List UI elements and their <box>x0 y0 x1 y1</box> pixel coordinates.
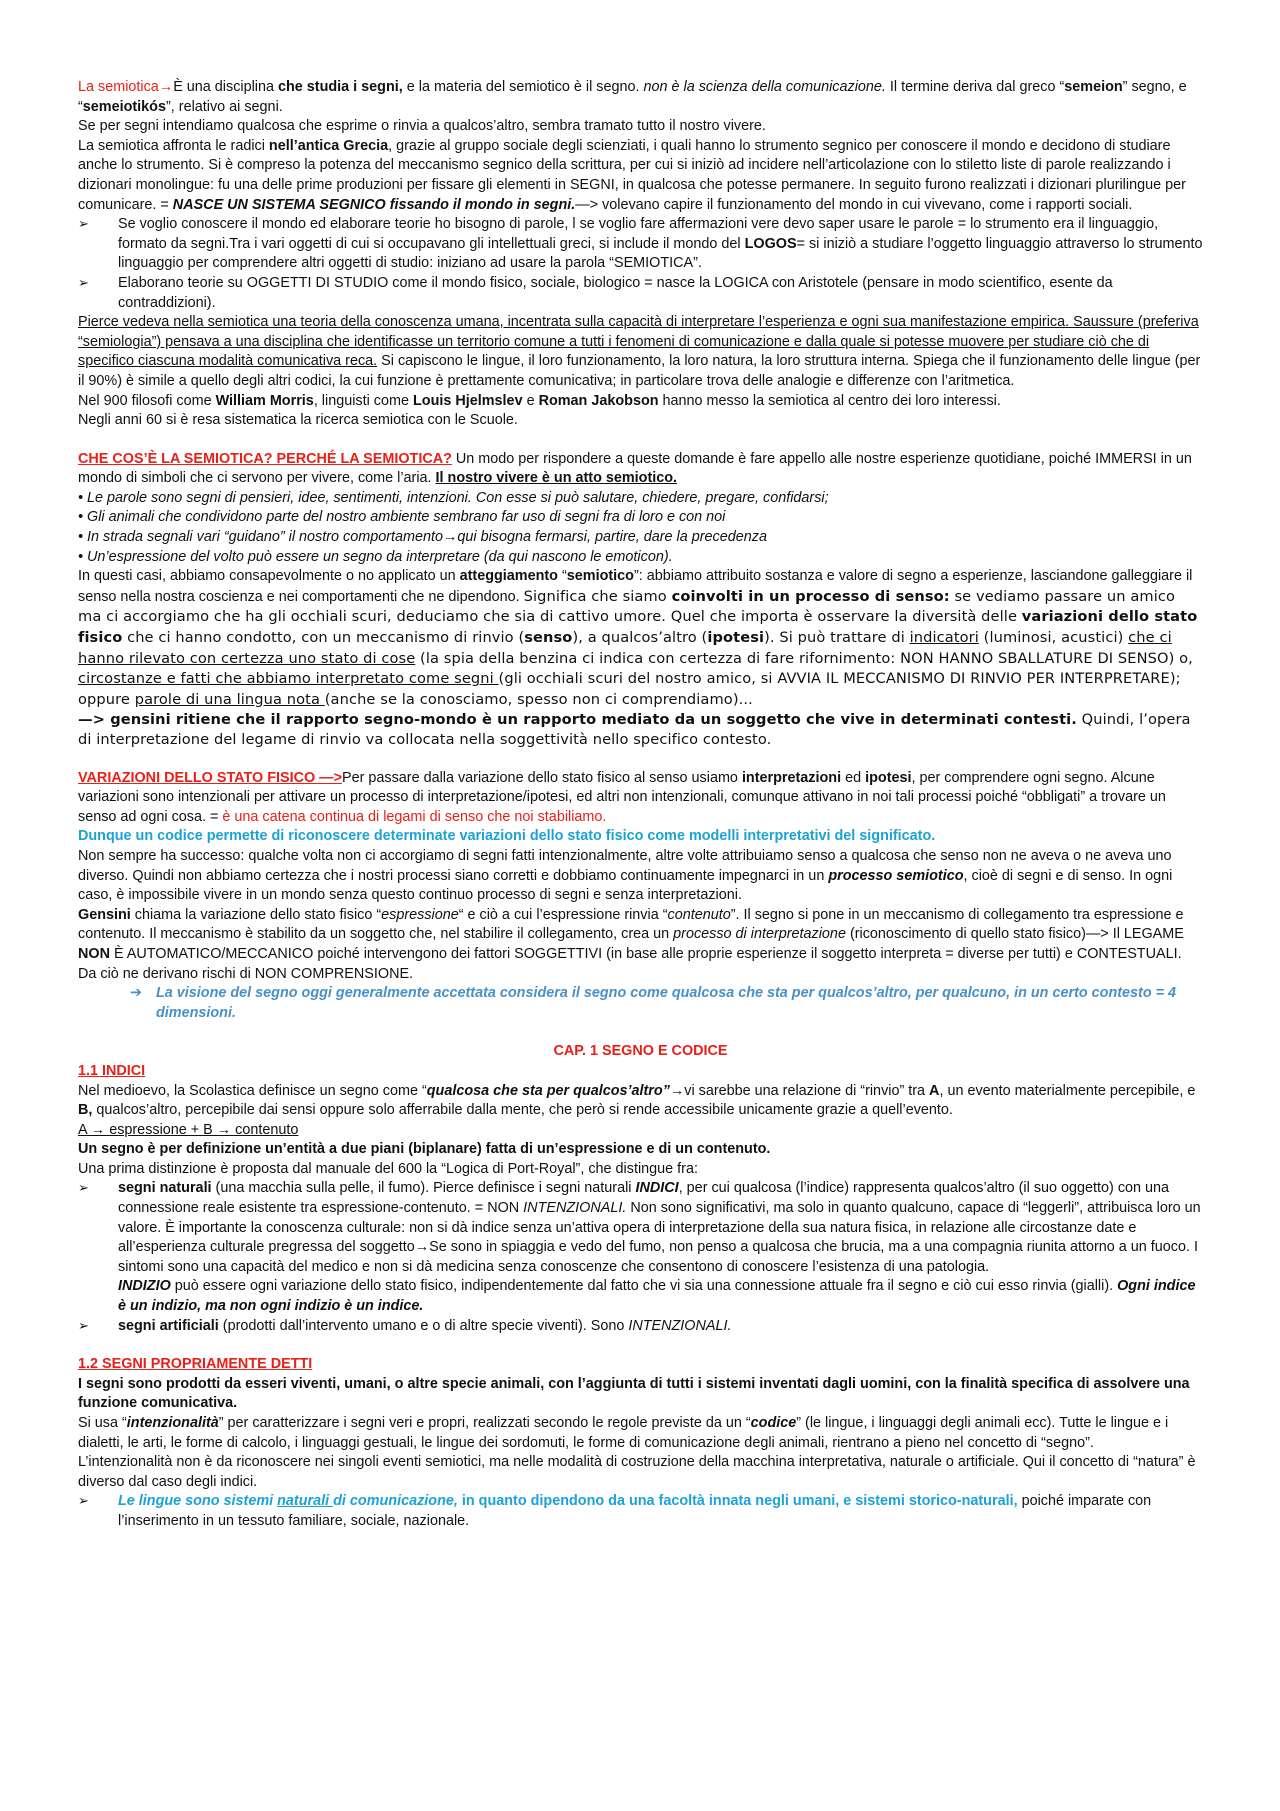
example-item: • In strada segnali vari “guidano” il nostro comportamento→qui bisogna fermarsi, partire, dare la precedenza <box>78 529 767 546</box>
intro-paragraph: La semiotica→È una disciplina che studia i segni, e la materia del semiotico è il segno. non è la scienza della comunicazione. Il termine deriva dal greco “semeion” segno, e “semeiotikós”, relativo ai segni. <box>78 79 1187 115</box>
bullet-marker-icon: ➢ <box>78 1494 89 1510</box>
pierce-saussure-paragraph: Pierce vedeva nella semiotica una teoria della conoscenza umana, incentrata sulla capacità di interpretare l’esperienza e ogni sua manifestazione empirica. Saussure (preferiva “semiologia”) pensava a una disciplina che identificasse un territorio comune a tutti i fenomeni di comunicazione e dalla quale si potesse muovere per studiare ciò che di specifico ciascuna modalità comunicativa reca. Si capiscono le lingue, il loro funzionamento, la loro natura, la loro struttura interna. Spiega che il funzionamento delle lingue (per il 90%) è simile a quello degli altri codici, la cui funzione è prettamente comunicativa; in particolare trova delle analogie e differenze con l’aritmetica. <box>78 314 1201 389</box>
indizio-paragraph: INDIZIO può essere ogni variazione dello stato fisico, indipendentemente dal fatto che vi sia una connessione attuale fra il segno e ciò cui esso rinvia (gialli). Ogni indice è un indizio, ma non ogni indizio è un indice. <box>118 1278 1196 1315</box>
bullet-segni-artificiali: ➢ segni artificiali (prodotti dall’intervento umano e o di altre specie viventi). Sono INTENZIONALI. <box>78 1317 1203 1337</box>
subsection-heading-indici: 1.1 INDICI <box>78 1062 146 1079</box>
visione-arrow-item: ➔ La visione del segno oggi generalmente accettata considera il segno come qualcosa che sta per qualcos’altro, per qualcuno, in un certo contesto = 4 dimensioni. <box>130 985 1177 1021</box>
arrow-bullet-icon: ➔ <box>130 985 143 1002</box>
example-item: • Le parole sono segni di pensieri, idee, sentimenti, intenzioni. Con esse si può salutare, chiedere, pregare, confidarsi; <box>78 489 829 506</box>
bullet-logos: ➢ Se voglio conoscere il mondo ed elaborare teorie ho bisogno di parole, l se voglio fare affermazioni vere devo saper usare le parole = lo strumento era il linguaggio, formato da segni.Tra i vari oggetti di cui si occupavano gli intellettuali greci, si include il mondo del LOGOS= si iniziò a studiare l’oggetto linguaggio attraverso lo strumento linguaggio per comprendere altri oggetti di studio: iniziano ad usare la parola “SEMIOTICA”. <box>78 216 1203 272</box>
grecia-paragraph: La semiotica affronta le radici nell’antica Grecia, grazie al gruppo sociale degli scienziati, i quali hanno lo strumento segnico per conoscere il mondo e decidono di studiare anche lo strumento. Si è compreso la potenza del meccanismo segnico della scrittura, per cui si iniziò ad incidere nell’articolazione con lo stiletto liste di parole realizzando i dizionari monolingue: fu una delle prime produzioni per fissare gli elementi in SEGNI, in qualcosa che potesse permanere. In seguito furono realizzati i dizionari plurilingue per comunicare. = NASCE UN SISTEMA SEGNICO fissando il mondo in segni.—> volevano capire il funzionamento del mondo in cui vivevano, come i rapporti sociali. <box>78 137 1186 213</box>
section-heading: VARIAZIONI DELLO STATO FISICO —> <box>78 769 342 786</box>
atteggiamento-paragraph: In questi casi, abbiamo consapevolmente o no applicato un atteggiamento “semiotico”: abbiamo attribuito sostanza e valore di segno a esperienze, lasciandone galleggiare il senso nella nostra coscienza e nei comportamenti che ne dipendono. Significa che siamo coinvolti in un processo di senso: se vediamo passare un amico ma ci accorgiamo che ha gli occhiali scuri, deduciamo che sia di cattivo umore. Quel che importa è osservare la diversità delle variazioni dello stato fisico che ci hanno condotto, con un meccanismo di rinvio (senso), a qualcos’altro (ipotesi). Si può trattare di indicatori (luminosi, acustici) che ci hanno rilevato con certezza uno stato di cose (la spia della benzina ci indica con certezza di fare rifornimento: NON HANNO SBALLATURE DI SENSO) o, circostanze e fatti che abbiamo interpretato come segni (gli occhiali scuri del nostro amico, si AVVIA IL MECCANISMO DI RINVIO PER INTERPRETARE); oppure parole di una lingua nota (anche se la conosciamo, spesso non ci comprendiamo)... <box>78 568 1198 708</box>
bullet-segni-naturali: ➢ segni naturali (una macchia sulla pelle, il fumo). Pierce definisce i segni naturali INDICI, per cui qualcosa (l’indice) rappresenta qualcos’altro (il suo oggetto) con una connessione reale esistente tra espressione-contenuto. = NON INTENZIONALI. Non sono significativi, ma solo in quanto qualcuno, capace di “leggerli”, attribuisca loro un valore. È importante la conoscenza culturale: non si dà indice senza un’attiva opera di interpretazione della sua natura fisica, in relazione alle circostanze date e all’esperienza culturale pregressa del soggetto→Se sono in spiaggia e vedo del fumo, non penso a qualcosa che brucia, ma a una compagnia riunita attorno a un fuoco. I sintomi sono una capacità del medico e non si dà medicina senza conoscenze che consentono di conoscere l’esistenza di una patologia. <box>78 1180 1201 1275</box>
bullet-logica: ➢ Elaborano teorie su OGGETTI DI STUDIO come il mondo fisico, sociale, biologico = nasce la LOGICA con Aristotele (pensare in modo scientifico, esente da contraddizioni). <box>78 274 1113 311</box>
bullet-marker-icon: ➢ <box>78 1181 89 1197</box>
definizione-segno: Un segno è per definizione un’entità a due piani (biplanare) fatta di un’espressione e di un contenuto. <box>78 1141 771 1158</box>
macchina-interpretativa-paragraph: L’intenzionalità non è da riconoscere nei singoli eventi semiotici, ma nelle modalità di costruzione della macchina interpretativa, naturale o artificiale. Qui il concetto di “natura” è diverso dal caso degli indici. <box>78 1454 1196 1490</box>
anni60-paragraph: Negli anni 60 si è resa sistematica la ricerca semiotica con le Scuole. <box>78 412 518 429</box>
segni-paragraph: Se per segni intendiamo qualcosa che esprime o rinvia a qualcos’altro, sembra tramato tutto il nostro vivere. <box>78 118 766 135</box>
port-royal-paragraph: Una prima distinzione è proposta dal manuale del 600 la “Logica di Port-Royal”, che distingue fra: <box>78 1160 698 1177</box>
section-che-cose: CHE COS’È LA SEMIOTICA? PERCHÉ LA SEMIOTICA? Un modo per rispondere a queste domande è fare appello alle nostre esperienze quotidiane, poiché IMMERSI in un mondo di simboli che ci servono per vivere, come l’aria. Il nostro vivere è un atto semiotico. <box>78 450 1192 487</box>
medioevo-paragraph: Nel medioevo, la Scolastica definisce un segno come “qualcosa che sta per qualcos’altro”→vi sarebbe una relazione di “rinvio” tra A, un evento materialmente percepibile, e B, qualcos’altro, percepibile dai sensi oppure solo afferrabile dalla mente, che però si rende accessibile unicamente grazie a quell’evento. <box>78 1082 1196 1119</box>
bullet-lingue: ➢ Le lingue sono sistemi naturali di comunicazione, in quanto dipendono da una facoltà innata negli umani, e sistemi storico-naturali, poiché imparate con l’inserimento in un tessuto familiare, sociale, nazionale. <box>78 1493 1152 1529</box>
example-item: • Un’espressione del volto può essere un segno da interpretare (da qui nascono le emoticon). <box>78 548 673 565</box>
example-item: • Gli animali che condividono parte del nostro ambiente sembrano far uso di segni fra di loro e con noi <box>78 509 726 526</box>
chapter-title: CAP. 1 SEGNO E CODICE <box>553 1043 728 1060</box>
bullet-marker-icon: ➢ <box>78 1318 89 1334</box>
subsection-heading-segni: 1.2 SEGNI PROPRIAMENTE DETTI <box>78 1356 313 1373</box>
arrow-glyph: → <box>158 79 174 95</box>
codice-highlight: Dunque un codice permette di riconoscere determinate variazioni dello stato fisico come modelli interpretativi del significato. <box>78 828 936 845</box>
segni-definizione: I segni sono prodotti da esseri viventi, umani, o altre specie animali, con l’aggiunta di tutti i sistemi inventati dagli uomini, con la finalità specifica di assolvere una funzione comunicativa. <box>78 1375 1190 1412</box>
section-variazioni: VARIAZIONI DELLO STATO FISICO —>Per passare dalla variazione dello stato fisico al senso usiamo interpretazioni ed ipotesi, per comprendere ogni segno. Alcune variazioni sono intenzionali per attivare un processo di interpretazione/ipotesi, ed altri non intenzionali, comunque attivano in noi tali processi poiché “obbligati” a trovare un senso ad ogni cosa. = è una catena continua di legami di senso che noi stabiliamo. <box>78 769 1166 825</box>
espressione-contenuto-formula: A → espressione + B → contenuto <box>78 1121 299 1138</box>
successo-paragraph: Non sempre ha successo: qualche volta non ci accorgiamo di segni fatti intenzionalmente, altre volte attribuiamo senso a qualcosa che senso non ne aveva o ne aveva uno diverso. Quindi non abbiamo certezza che i nostri processi siano corretti e dobbiamo continuamente impegnarci in un processo semiotico, cioè di segni e di senso. In ogni caso, è impossibile vivere in un mondo senza questo continuo processo di segni e senza interpretazioni. <box>78 847 1173 904</box>
semiotica-title: La semiotica <box>78 79 159 95</box>
novecento-paragraph: Nel 900 filosofi come William Morris, linguisti come Louis Hjelmslev e Roman Jakobson hanno messo la semiotica al centro dei loro interessi. <box>78 392 1001 409</box>
bullet-marker-icon: ➢ <box>78 275 89 291</box>
intenzionalita-paragraph: Si usa “intenzionalità” per caratterizzare i segni veri e propri, realizzati secondo le regole previste da un “codice” (le lingue, i linguaggi degli animali ecc). Tutte le lingue e i dialetti, le arti, le forme di calcolo, i linguaggi gestuali, le lingue dei sordomuti, le forme di comunicazione degli animali, rientrano a pieno nel concetto di “segno”. <box>78 1415 1169 1451</box>
gensini-paragraph: —> gensini ritiene che il rapporto segno-mondo è un rapporto mediato da un soggetto che vive in determinati contesti. Quindi, l’opera di interpretazione del legame di rinvio va collocata nella soggettività nello specifico contesto. <box>78 711 1191 748</box>
section-heading: CHE COS’È LA SEMIOTICA? PERCHÉ LA SEMIOTICA? <box>78 450 452 467</box>
espressione-contenuto-paragraph: Gensini chiama la variazione dello stato fisico “espressione“ e ciò a cui l’espressione rinvia “contenuto”. Il segno si pone in un meccanismo di collegamento tra espressione e contenuto. Il meccanismo è stabilito da un soggetto che, nel stabilire il collegamento, crea un processo di interpretazione (riconoscimento di quello stato fisico)—> Il LEGAME NON È AUTOMATICO/MECCANICO poiché intervengono dei fattori SOGGETTIVI (in base alle proprie esperienze il soggetto interpreta = diverse per tutti) e CONTESTUALI. Da ciò ne derivano rischi di NON COMPRENSIONE. <box>78 906 1184 982</box>
bullet-marker-icon: ➢ <box>78 217 89 233</box>
